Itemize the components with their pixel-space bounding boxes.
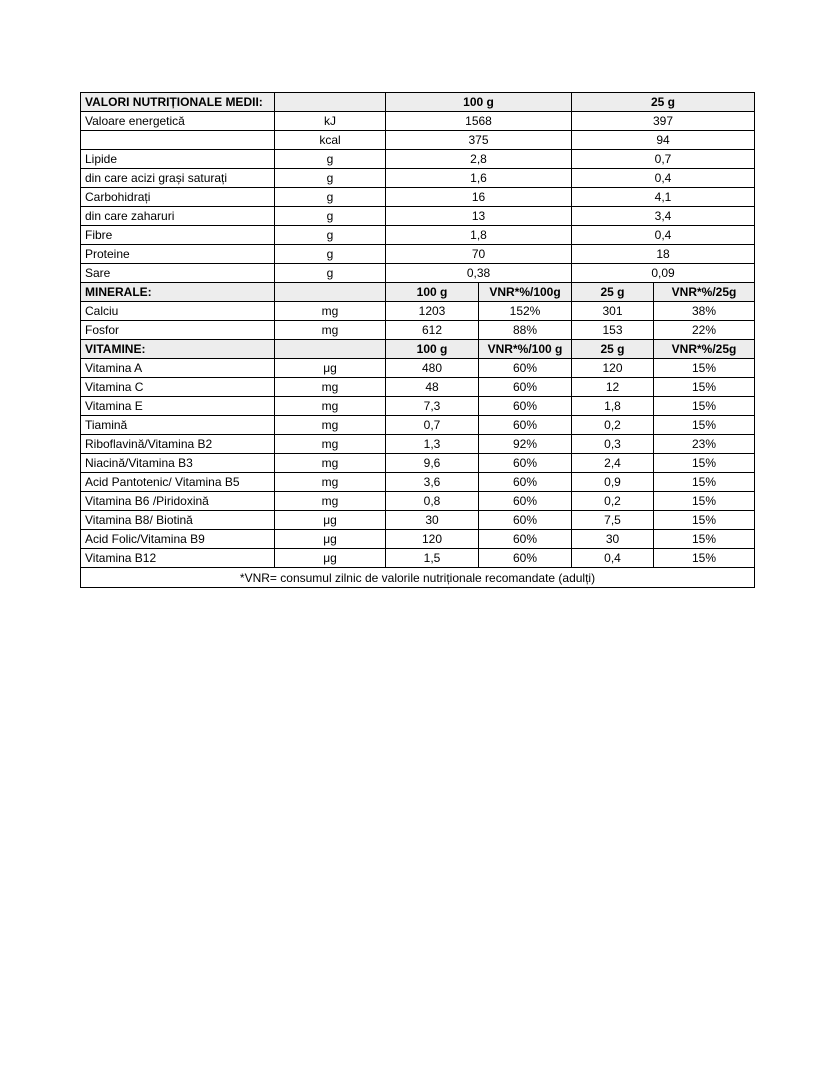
table-row	[81, 549, 755, 568]
table-row	[81, 302, 755, 321]
col-header-vnr-100g: VNR*%/100g	[479, 283, 572, 302]
nutrient-unit: μg	[275, 359, 386, 378]
value-per-25g: 0,7	[572, 150, 755, 169]
value-per-100g: 1203	[386, 302, 479, 321]
nutrient-name: Fosfor	[81, 321, 275, 340]
minerals-header-row	[81, 283, 755, 302]
nutrient-unit: g	[275, 150, 386, 169]
nutrient-unit: mg	[275, 321, 386, 340]
vnr-per-25g: 15%	[654, 473, 755, 492]
table-row	[81, 150, 755, 169]
nutrition-table	[80, 92, 755, 588]
vnr-per-25g: 15%	[654, 511, 755, 530]
footnote-row	[81, 568, 755, 588]
vnr-per-25g: 38%	[654, 302, 755, 321]
nutrient-name: Fibre	[81, 226, 275, 245]
nutrient-name: Acid Folic/Vitamina B9	[81, 530, 275, 549]
value-per-25g: 3,4	[572, 207, 755, 226]
value-per-25g: 1,8	[572, 397, 654, 416]
value-per-100g: 612	[386, 321, 479, 340]
value-per-100g: 2,8	[386, 150, 572, 169]
value-per-25g: 0,3	[572, 435, 654, 454]
table-header-row	[81, 93, 755, 112]
value-per-100g: 120	[386, 530, 479, 549]
unit-header-cell	[275, 93, 386, 112]
nutrient-unit: g	[275, 245, 386, 264]
table-row	[81, 416, 755, 435]
value-per-25g: 30	[572, 530, 654, 549]
nutrient-unit: g	[275, 264, 386, 283]
section-title: MINERALE:	[81, 283, 275, 302]
nutrient-unit: g	[275, 169, 386, 188]
value-per-25g: 7,5	[572, 511, 654, 530]
col-header-vnr-25g: VNR*%/25g	[654, 283, 755, 302]
vnr-per-100g: 60%	[479, 530, 572, 549]
value-per-25g: 4,1	[572, 188, 755, 207]
value-per-25g: 397	[572, 112, 755, 131]
table-row	[81, 511, 755, 530]
vnr-per-25g: 15%	[654, 397, 755, 416]
nutrient-unit: g	[275, 188, 386, 207]
value-per-100g: 9,6	[386, 454, 479, 473]
nutrient-unit: mg	[275, 397, 386, 416]
value-per-25g: 0,4	[572, 169, 755, 188]
nutrient-name: din care zaharuri	[81, 207, 275, 226]
value-per-100g: 70	[386, 245, 572, 264]
value-per-25g: 0,4	[572, 549, 654, 568]
table-row	[81, 530, 755, 549]
value-per-100g: 1,8	[386, 226, 572, 245]
vnr-per-100g: 60%	[479, 359, 572, 378]
table-row	[81, 188, 755, 207]
nutrient-name: Valoare energetică	[81, 112, 275, 131]
table-row	[81, 207, 755, 226]
nutrient-name: Niacină/Vitamina B3	[81, 454, 275, 473]
nutrient-unit: mg	[275, 378, 386, 397]
table-row	[81, 226, 755, 245]
vnr-per-100g: 60%	[479, 473, 572, 492]
nutrient-name	[81, 131, 275, 150]
table-row	[81, 378, 755, 397]
value-per-100g: 480	[386, 359, 479, 378]
table-row	[81, 264, 755, 283]
nutrient-name: Riboflavină/Vitamina B2	[81, 435, 275, 454]
table-row	[81, 245, 755, 264]
nutrient-unit: kJ	[275, 112, 386, 131]
footnote: *VNR= consumul zilnic de valorile nutriționale recomandate (adulți)	[81, 568, 755, 588]
nutrient-unit: g	[275, 207, 386, 226]
vnr-per-100g: 60%	[479, 549, 572, 568]
nutrient-unit: mg	[275, 454, 386, 473]
vnr-per-25g: 15%	[654, 454, 755, 473]
nutrient-name: Sare	[81, 264, 275, 283]
vnr-per-25g: 15%	[654, 549, 755, 568]
value-per-100g: 48	[386, 378, 479, 397]
vnr-per-25g: 15%	[654, 530, 755, 549]
nutrient-name: Calciu	[81, 302, 275, 321]
value-per-100g: 3,6	[386, 473, 479, 492]
table-title: VALORI NUTRIȚIONALE MEDII:	[81, 93, 275, 112]
value-per-25g: 12	[572, 378, 654, 397]
col-header-100g: 100 g	[386, 283, 479, 302]
vnr-per-25g: 22%	[654, 321, 755, 340]
table-row	[81, 435, 755, 454]
section-title: VITAMINE:	[81, 340, 275, 359]
value-per-25g: 2,4	[572, 454, 654, 473]
value-per-25g: 0,2	[572, 416, 654, 435]
vnr-per-100g: 88%	[479, 321, 572, 340]
vnr-per-100g: 60%	[479, 397, 572, 416]
vnr-per-100g: 60%	[479, 492, 572, 511]
table-row	[81, 131, 755, 150]
nutrient-name: Vitamina E	[81, 397, 275, 416]
section-unit-cell	[275, 340, 386, 359]
value-per-25g: 153	[572, 321, 654, 340]
value-per-100g: 0,8	[386, 492, 479, 511]
value-per-25g: 0,4	[572, 226, 755, 245]
nutrient-unit: g	[275, 226, 386, 245]
vnr-per-25g: 15%	[654, 492, 755, 511]
value-per-100g: 7,3	[386, 397, 479, 416]
value-per-100g: 1568	[386, 112, 572, 131]
vnr-per-25g: 15%	[654, 359, 755, 378]
nutrient-name: Vitamina B12	[81, 549, 275, 568]
col-header-25g: 25 g	[572, 283, 654, 302]
value-per-25g: 0,09	[572, 264, 755, 283]
value-per-100g: 1,6	[386, 169, 572, 188]
table-row	[81, 473, 755, 492]
nutrient-name: Acid Pantotenic/ Vitamina B5	[81, 473, 275, 492]
per-25g-header: 25 g	[572, 93, 755, 112]
nutrient-unit: μg	[275, 530, 386, 549]
value-per-25g: 0,9	[572, 473, 654, 492]
nutrient-name: Tiamină	[81, 416, 275, 435]
nutrient-name: Vitamina A	[81, 359, 275, 378]
value-per-25g: 0,2	[572, 492, 654, 511]
table-row	[81, 169, 755, 188]
vnr-per-100g: 60%	[479, 378, 572, 397]
nutrient-unit: kcal	[275, 131, 386, 150]
col-header-vnr-25g: VNR*%/25g	[654, 340, 755, 359]
nutrient-unit: μg	[275, 549, 386, 568]
vnr-per-100g: 60%	[479, 511, 572, 530]
per-100g-header: 100 g	[386, 93, 572, 112]
table-row	[81, 492, 755, 511]
value-per-100g: 13	[386, 207, 572, 226]
table-row	[81, 359, 755, 378]
value-per-25g: 94	[572, 131, 755, 150]
vnr-per-25g: 23%	[654, 435, 755, 454]
nutrient-name: Vitamina B8/ Biotină	[81, 511, 275, 530]
vnr-per-100g: 60%	[479, 454, 572, 473]
nutrient-name: Carbohidrați	[81, 188, 275, 207]
col-header-100g: 100 g	[386, 340, 479, 359]
nutrient-unit: mg	[275, 302, 386, 321]
value-per-100g: 375	[386, 131, 572, 150]
nutrient-unit: mg	[275, 492, 386, 511]
nutrient-name: Lipide	[81, 150, 275, 169]
value-per-100g: 1,3	[386, 435, 479, 454]
nutrient-name: Vitamina B6 /Piridoxină	[81, 492, 275, 511]
vnr-per-100g: 60%	[479, 416, 572, 435]
nutrient-unit: mg	[275, 416, 386, 435]
col-header-vnr-100g: VNR*%/100 g	[479, 340, 572, 359]
table-row	[81, 397, 755, 416]
nutrient-name: Vitamina C	[81, 378, 275, 397]
value-per-25g: 18	[572, 245, 755, 264]
table-row	[81, 454, 755, 473]
value-per-25g: 301	[572, 302, 654, 321]
nutrient-unit: mg	[275, 435, 386, 454]
vnr-per-100g: 152%	[479, 302, 572, 321]
value-per-100g: 0,7	[386, 416, 479, 435]
nutrient-name: Proteine	[81, 245, 275, 264]
vnr-per-100g: 92%	[479, 435, 572, 454]
vitamins-header-row	[81, 340, 755, 359]
col-header-25g: 25 g	[572, 340, 654, 359]
vnr-per-25g: 15%	[654, 416, 755, 435]
value-per-100g: 0,38	[386, 264, 572, 283]
value-per-25g: 120	[572, 359, 654, 378]
nutrient-unit: μg	[275, 511, 386, 530]
vnr-per-25g: 15%	[654, 378, 755, 397]
nutrient-unit: mg	[275, 473, 386, 492]
nutrient-name: din care acizi grași saturați	[81, 169, 275, 188]
value-per-100g: 1,5	[386, 549, 479, 568]
table-row	[81, 321, 755, 340]
section-unit-cell	[275, 283, 386, 302]
value-per-100g: 16	[386, 188, 572, 207]
table-row	[81, 112, 755, 131]
value-per-100g: 30	[386, 511, 479, 530]
